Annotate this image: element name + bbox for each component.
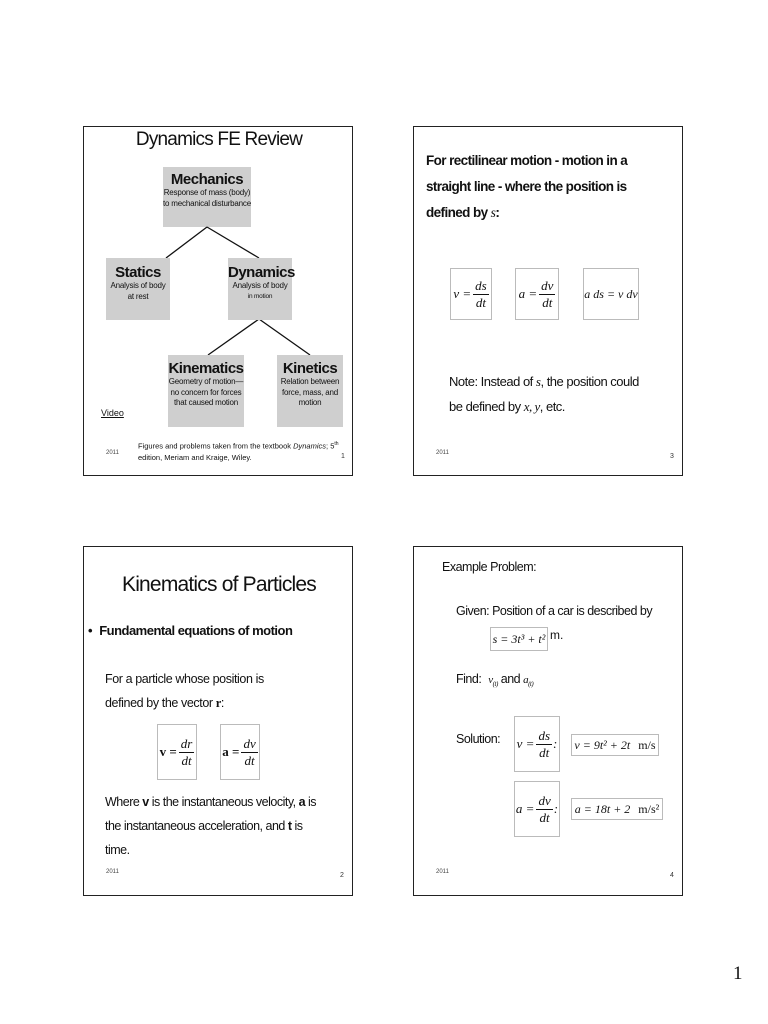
eq-lhs: a =	[515, 801, 535, 816]
bullet-icon: •	[88, 623, 93, 638]
symbol-a: a	[298, 795, 306, 809]
fraction-numerator: ds	[475, 277, 487, 293]
slide-2	[83, 546, 353, 896]
rectilinear-heading	[426, 148, 682, 226]
body-part: :	[220, 696, 224, 710]
where-line	[105, 790, 351, 814]
equation-acceleration	[515, 268, 559, 320]
equation-acceleration-vector	[220, 724, 260, 780]
fraction-denominator: dt	[244, 752, 255, 768]
slide-3	[413, 126, 683, 476]
equation-velocity	[450, 268, 492, 320]
footer-year: 2011	[106, 450, 119, 456]
kinetics-title: Kinetics	[282, 360, 338, 377]
credit-text-part: edition, Meriam and Kraige, Wiley.	[138, 452, 252, 462]
heading-text: :	[495, 205, 500, 220]
find-text	[456, 672, 533, 688]
note-line	[449, 369, 681, 394]
eq-lhs: v =	[159, 744, 177, 759]
credit-text	[138, 439, 352, 463]
body-part: defined by the vector	[105, 696, 216, 710]
dynamics-title: Dynamics	[228, 264, 295, 281]
equation-ads-vdv	[583, 268, 639, 320]
mechanics-title: Mechanics	[170, 171, 244, 188]
acceleration-derivative	[514, 781, 560, 837]
fraction-denominator: dt	[539, 809, 550, 825]
where-part: Where	[105, 795, 143, 809]
heading-variable: s	[490, 205, 496, 220]
fraction	[241, 736, 257, 769]
slide-page-number: 4	[670, 872, 674, 879]
given-unit: m.	[550, 628, 564, 642]
find-v	[488, 674, 498, 689]
position-equation	[490, 627, 548, 651]
where-part: is the instantaneous velocity,	[148, 795, 299, 809]
fraction-denominator: dt	[475, 294, 486, 310]
fraction	[539, 278, 555, 311]
fraction-denominator: dt	[542, 294, 553, 310]
note-text	[449, 369, 681, 419]
credit-book-title: Dynamics	[293, 441, 327, 451]
footer-year: 2011	[106, 869, 119, 875]
find-and: and	[497, 672, 524, 686]
velocity-result	[571, 734, 659, 756]
eq-unit: m/s	[638, 737, 656, 752]
statics-box	[106, 258, 170, 320]
body-line: For a particle whose position is	[105, 672, 264, 686]
fraction-numerator: dv	[541, 277, 554, 293]
fraction-numerator: dr	[180, 735, 193, 751]
note-part: be defined by	[449, 399, 524, 414]
eq-lhs: a =	[518, 286, 538, 301]
solution-label: Solution:	[456, 732, 501, 746]
slide-title: Dynamics FE Review	[135, 129, 303, 150]
eq-lhs: v =	[453, 286, 472, 301]
fraction	[473, 278, 489, 311]
credit-superscript: th	[334, 441, 339, 447]
given-text: Given: Position of a car is described by	[456, 604, 653, 618]
eq-text: a = 18t + 2	[574, 801, 631, 816]
fraction-numerator: ds	[538, 727, 550, 743]
note-line	[449, 394, 681, 419]
note-variable: x, y	[523, 399, 540, 414]
find-v-symbol: v	[488, 674, 493, 686]
note-part: Note: Instead of	[449, 374, 536, 389]
statics-title: Statics	[115, 264, 161, 281]
statics-desc: Analysis of body	[110, 281, 166, 290]
kinetics-box	[277, 355, 343, 427]
heading-line: straight line - where the position is	[426, 179, 627, 194]
credit-text-part: Figures and problems taken from the textbook	[138, 441, 294, 451]
kinetics-desc: force, mass, and	[282, 387, 338, 397]
video-link[interactable]: Video	[101, 408, 124, 418]
eq-lhs: a =	[222, 744, 240, 759]
statics-desc: at rest	[127, 291, 149, 301]
symbol-t: t	[287, 819, 292, 833]
where-part: is	[291, 819, 303, 833]
find-label: Find:	[456, 672, 482, 686]
eq-text: v = 9t² + 2t	[574, 737, 631, 752]
slide-page-number: 1	[341, 453, 345, 460]
fraction-numerator: dv	[538, 792, 551, 808]
slide-1	[83, 126, 353, 476]
example-title: Example Problem:	[442, 560, 537, 574]
symbol-v: v	[142, 795, 149, 809]
heading-line: For rectilinear motion - motion in a	[426, 153, 628, 168]
acceleration-result	[571, 798, 663, 820]
where-line: time.	[105, 843, 130, 857]
find-a-subscript: (t)	[528, 680, 534, 689]
kinematics-box	[168, 355, 244, 427]
note-part: , etc.	[539, 399, 565, 414]
kinematics-desc: Geometry of motion—	[168, 377, 244, 386]
dynamics-desc: in motion	[247, 292, 273, 300]
heading-line	[426, 200, 682, 226]
fraction	[179, 736, 195, 769]
kinetics-desc: Relation between	[280, 377, 340, 386]
footer-year: 2011	[436, 869, 449, 875]
eq-text: s = 3t³ + t²	[492, 631, 546, 646]
page-number: 1	[733, 963, 743, 984]
slide-page-number: 3	[670, 453, 674, 460]
body-text	[105, 667, 264, 715]
dynamics-desc: Analysis of body	[232, 281, 288, 290]
fraction-denominator: dt	[539, 744, 550, 760]
dynamics-box	[228, 258, 295, 320]
velocity-derivative	[514, 716, 560, 772]
kinematics-title: Kinematics	[168, 360, 244, 377]
fraction-denominator: dt	[181, 752, 192, 768]
kinematics-desc: no concern for forces	[170, 387, 242, 397]
slide-title: Kinematics of Particles	[121, 573, 316, 596]
where-line	[105, 814, 351, 838]
where-part: is	[305, 795, 317, 809]
find-a-symbol: a	[523, 674, 529, 686]
eq-colon: :	[553, 801, 559, 816]
bullet-item	[88, 623, 292, 638]
kinetics-desc: motion	[298, 398, 322, 407]
bullet-text: Fundamental equations of motion	[99, 623, 293, 638]
fraction	[536, 728, 552, 761]
mechanics-desc: Response of mass (body)	[163, 188, 251, 197]
equation-velocity-vector	[157, 724, 197, 780]
eq-text: a ds = v dv	[584, 286, 638, 301]
slide-page-number: 2	[340, 872, 344, 879]
find-a	[523, 674, 534, 689]
vector-symbol: r	[215, 696, 221, 710]
fraction-numerator: dv	[243, 735, 256, 751]
slide-4	[413, 546, 683, 896]
footer-year: 2011	[436, 450, 449, 456]
kinematics-desc: that caused motion	[174, 398, 238, 407]
where-part: the instantaneous acceleration, and	[105, 819, 288, 833]
where-text	[105, 790, 351, 862]
fraction	[536, 793, 552, 826]
heading-text: defined by	[426, 205, 491, 220]
note-variable: s	[535, 374, 541, 389]
eq-lhs: v =	[516, 736, 535, 751]
note-part: , the position could	[540, 374, 639, 389]
mechanics-desc: to mechanical disturbance	[163, 198, 251, 208]
body-line	[105, 691, 264, 715]
eq-colon: :	[553, 736, 558, 751]
eq-unit: m/s²	[638, 801, 660, 816]
credit-text-part: ; 5	[326, 441, 335, 451]
find-v-subscript: (t)	[492, 680, 498, 689]
